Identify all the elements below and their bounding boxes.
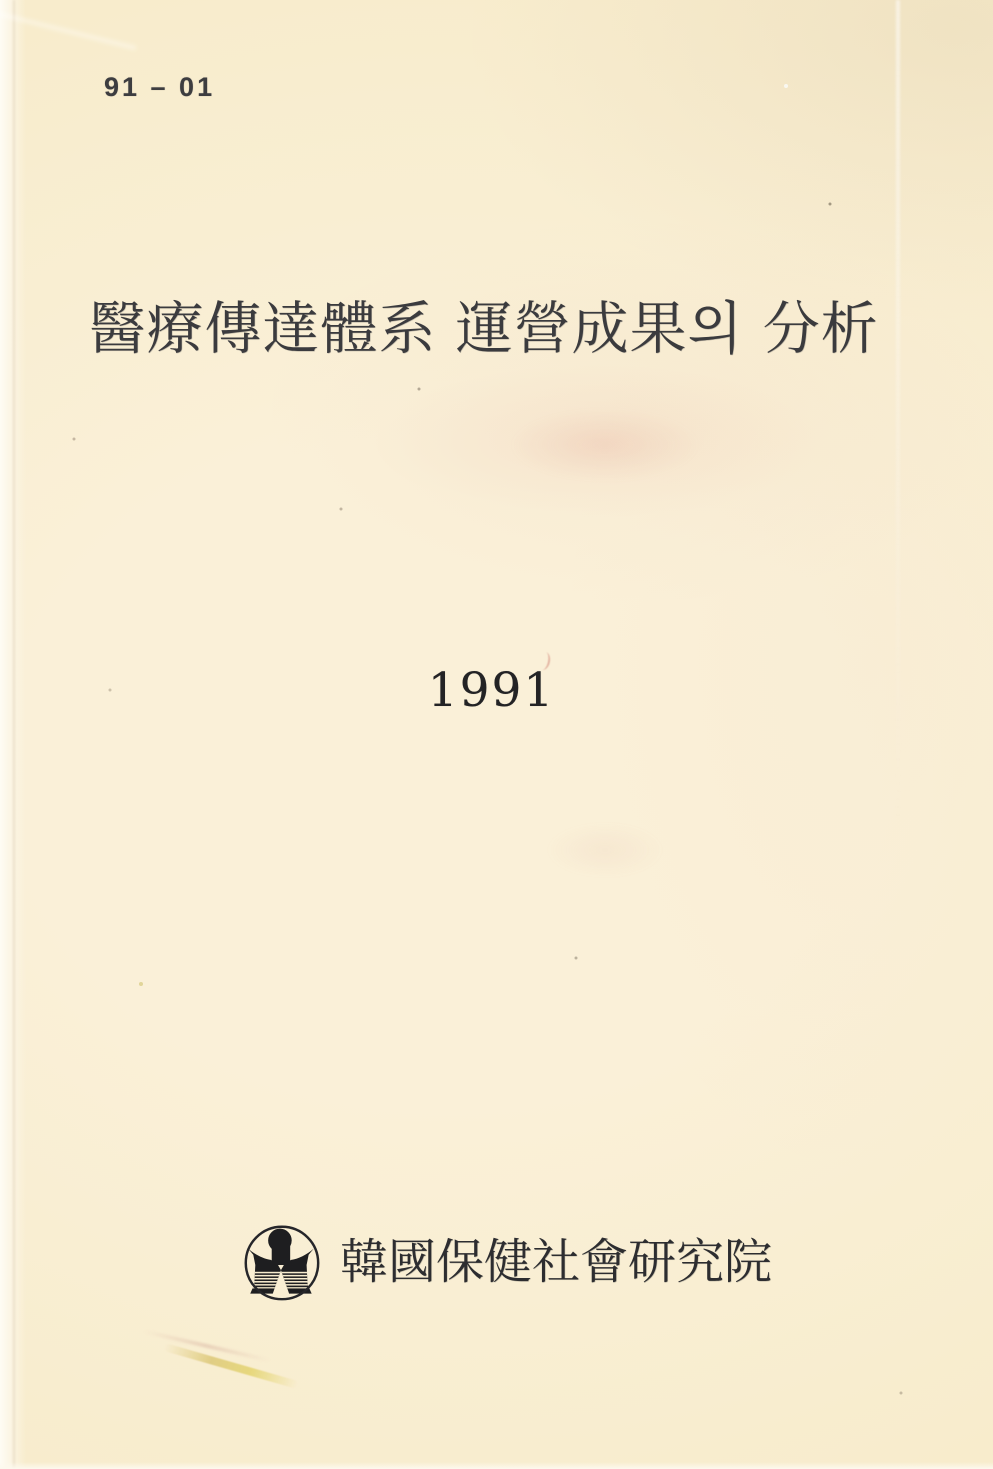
faint-stain <box>540 820 670 880</box>
paper-edge-bottom <box>0 1462 993 1469</box>
cover-title: 醫療傳達體系 運營成果의 分析 <box>88 296 879 362</box>
pink-stain <box>500 405 710 485</box>
publisher-logo-icon <box>243 1224 323 1304</box>
report-number: 91 – 01 <box>104 72 216 102</box>
paper-edge-left <box>0 0 26 1469</box>
publisher-row <box>243 1224 772 1304</box>
publisher-name: 韓國保健社會研究院 <box>340 1234 773 1290</box>
publication-year: 1991 <box>427 663 556 718</box>
dust-specks <box>0 0 2 2</box>
